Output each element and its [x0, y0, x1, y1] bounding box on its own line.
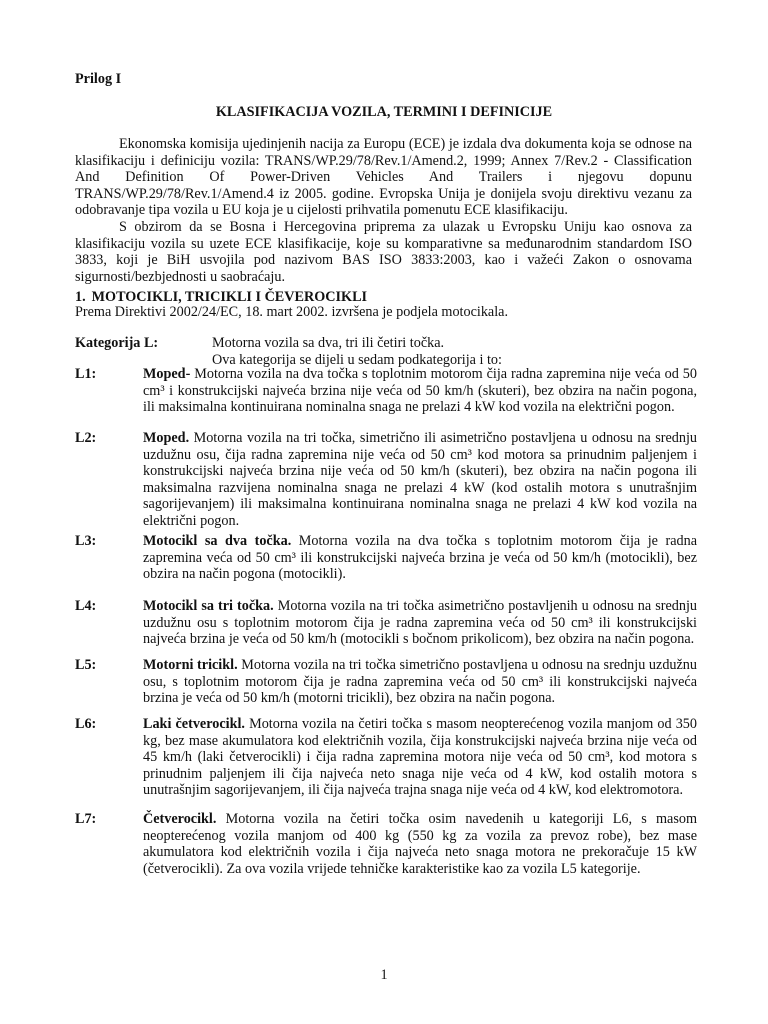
entry-code: L1: — [75, 366, 97, 382]
entry-term: Četverocikl. — [143, 811, 217, 827]
category-line-1: Motorna vozila sa dva, tri ili četiri točka. — [212, 335, 445, 351]
document-title: KLASIFIKACIJA VOZILA, TERMINI I DEFINICIJE — [215, 104, 553, 120]
entry-text — [143, 430, 697, 530]
entry-definition: Motorna vozila na četiri točka osim navedenih u kategoriji L6, s masom neopterećenog vozila manjom od 400 kg (550 kg za vozila za prevoz robe), bez mase akumulatora kod električnih vozila i čija najveća neto snaga motora ne prekoračuje 15 kW (četverocikli). Za ova vozila vrijede tehničke karakteristike kao za vozila L5 kategorije. — [143, 811, 697, 877]
section-title: MOTOCIKLI, TRICIKLI I ČEVEROCIKLI — [91, 289, 368, 305]
entry-term: Moped. — [143, 430, 190, 446]
section-number: 1. — [75, 289, 86, 305]
intro-paragraph-2: S obzirom da se Bosna i Hercegovina priprema za ulazak u Evropsku Uniju kao osnova za klasifikaciju vozila su uzete ECE klasifikacije, koje su komparativne sa međunarodnim standardom ISO 3833, koji je BiH usvojila pod nazivom BAS ISO 3833:2003, kao i važeći Zakon o osnovama sigurnosti/bezbjednosti u saobraćaju. — [75, 218, 692, 285]
entry-text — [143, 598, 697, 648]
category-line-2: Ova kategorija se dijeli u sedam podkategorija i to: — [212, 351, 502, 368]
entry-definition: Motorna vozila na tri točka asimetrično postavljenih u odnosu na srednju uzdužnu osu s toplotnim motorom čija je radna zapremina veća od 50 cm³ ili konstrukcijski najveća brzina je veća od 50 km/h (motocikli s bočnom prikolicom), bez obzira na način pogona. — [143, 598, 697, 648]
entry-code: L4: — [75, 598, 97, 614]
intro-paragraph-1: Ekonomska komisija ujedinjenih nacija za Europu (ECE) je izdala dva dokumenta koja se odnose na klasifikaciju i definiciju vozila: TRANS/WP.29/78/Rev.1/Amend.2, 1999; Annex 7/Rev.2 - Classification And Definition Of Power-Driven Vehicles And Trailers i njegovu dopunu TRANS/WP.29/78/Rev.1/Amend.4 iz 2005. godine. Evropska Unija je donijela svoju direktivu vezanu za odobravanje tipa vozila u EU koja je u cijelosti prihvatila pomenutu ECE klasifikaciju. — [75, 136, 692, 219]
section-subtitle: Prema Direktivi 2002/24/EC, 18. mart 2002. izvršena je podjela motocikala. — [75, 304, 509, 320]
annex-label: Prilog I — [75, 71, 122, 87]
entry-definition: Motorna vozila na dva točka s toplotnim motorom čija je radna zapremina veća od 50 cm³ ili konstrukcijski najveća brzina je veća od 50 km/h (motocikli), bez obzira na način pogona (motocikli). — [143, 533, 697, 583]
category-description — [212, 335, 692, 368]
entry-text — [143, 657, 697, 707]
entry-code: L6: — [75, 716, 97, 732]
entry-term: Laki četverocikl. — [143, 716, 245, 732]
entry-term: Motocikl sa dva točka. — [143, 533, 292, 549]
entry-code: L7: — [75, 811, 97, 827]
entry-text — [143, 366, 697, 416]
entry-text — [143, 716, 697, 799]
entry-definition: Motorna vozila na tri točka, simetrično ili asimetrično postavljena u odnosu na srednju uzdužnu osu, čija radna zapremina nije veća od 50 cm³ kod motora sa prinudnim paljenjem i konstrukcijski najveća brzina nije veća od 50 km/h (skuteri), bez obzira na način pogona ili maksimalna razvijena nominalna snaga ne prelazi 4 kW (kod ostalih motora s unutrašnjim sagorijevanjem) ili maksimalna kontinuirana nominalna snaga ne prelazi 4 kW kod vozila na električni pogon. — [143, 430, 697, 529]
entry-definition: Motorna vozila na tri točka simetrično postavljena u odnosu na srednju uzdužnu osu, s toplotnim motorom čija je radna zapremina veća od 50 cm³ ili konstrukcijski najveća brzina je veća od 50 km/h (motorni tricikli), bez obzira na način pogona. — [143, 657, 697, 707]
entry-code: L3: — [75, 533, 97, 549]
entry-term: Moped- — [143, 366, 191, 382]
entry-definition: Motorna vozila na četiri točka s masom neopterećenog vozila manjom od 350 kg, bez mase akumulatora kod električnih vozila, čija konstrukcijski najveća brzina nije veća od 45 km/h (laki četverocikli) i čija radna zapremina motora nije veća od 50 cm³, kod motora s prinudnim paljenjem ili čija najveća neto snaga nije veća od 4 kW, kod ostalih motora s unutrašnjim sagorijevanjem, ili čija najveća trajna snaga nije veća od 4 kW, kod elektromotora. — [143, 716, 697, 799]
entry-definition: Motorna vozila na dva točka s toplotnim motorom čija radna zapremina nije veća od 50 cm³ i konstrukcijski najveća brzina nije veća od 50 km/h (skuteri), bez obzira na način pogona, ili maksimalna kontinuirana nominalna snaga ne prelazi 4 kW kod vozila na električni pogon. — [143, 366, 697, 416]
page-number: 1 — [380, 967, 388, 983]
category-label: Kategorija L: — [75, 335, 159, 351]
entry-code: L2: — [75, 430, 97, 446]
entry-term: Motorni tricikl. — [143, 657, 238, 673]
intro-section — [75, 136, 692, 285]
entry-term: Motocikl sa tri točka. — [143, 598, 274, 614]
entry-code: L5: — [75, 657, 97, 673]
entry-text — [143, 811, 697, 877]
entry-text — [143, 533, 697, 583]
